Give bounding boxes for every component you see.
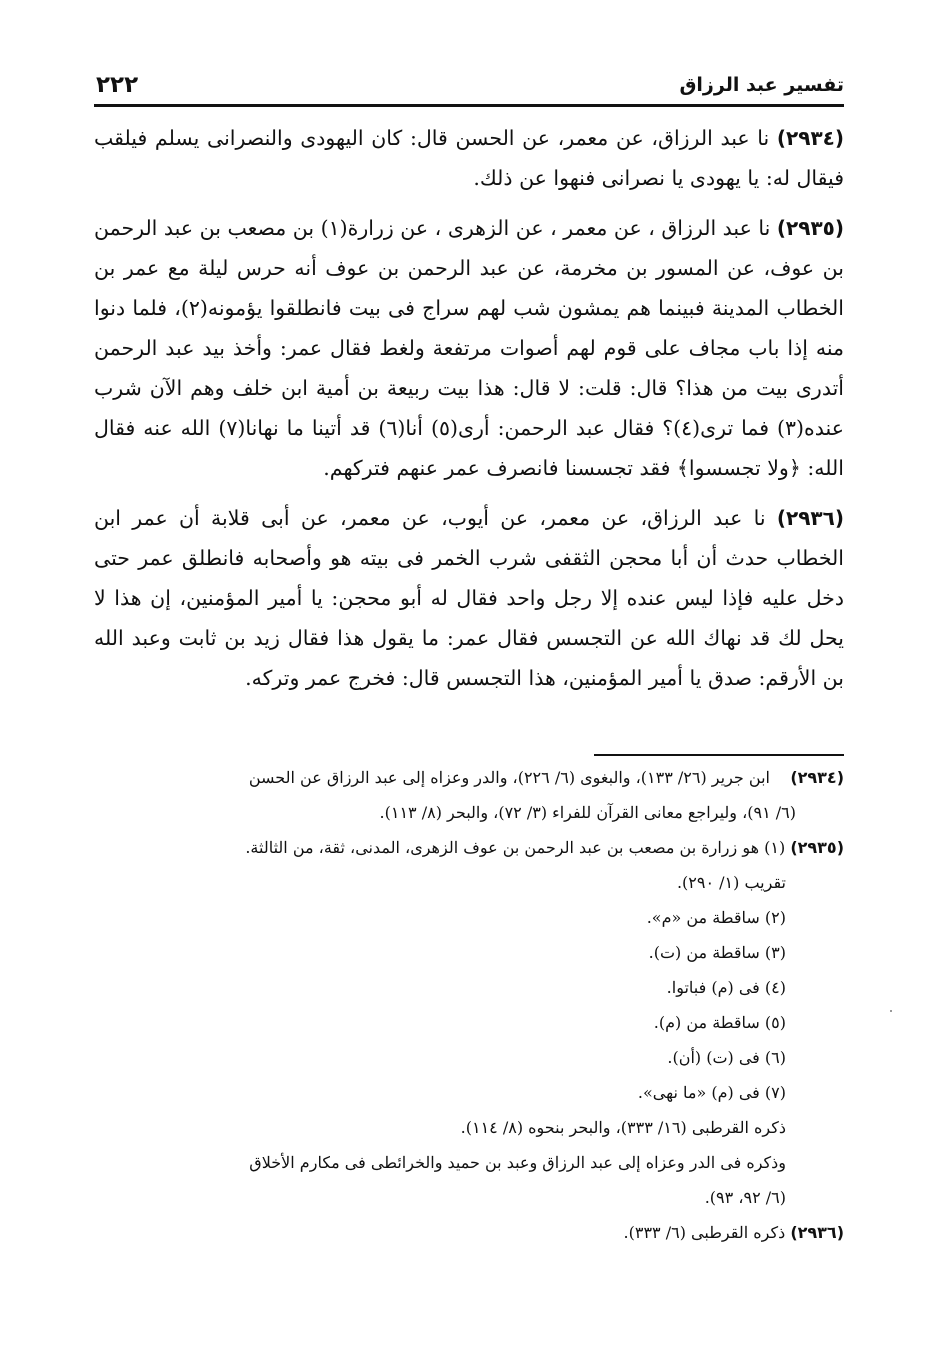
footnote-line: (٧) فى (م) «ما نهى». bbox=[637, 1083, 786, 1102]
footnote-line: (٥) ساقطة من (م). bbox=[653, 1013, 786, 1032]
hadith-number: (٢٩٣٥) bbox=[776, 216, 844, 240]
hadith-paragraph bbox=[94, 208, 844, 488]
footnote-number: (٢٩٣٥) bbox=[790, 838, 844, 857]
footnote-line: (٢٩٣٦) ذكره القرطبى (٦/ ٣٣٣). bbox=[623, 1223, 844, 1242]
footnote-separator bbox=[594, 754, 844, 756]
footnote-line: (٢٩٣٥) (١) هو زرارة بن مصعب بن عبد الرحمن بن عوف الزهرى، المدنى، ثقة، من الثالثة. bbox=[245, 838, 844, 857]
main-text bbox=[94, 118, 844, 708]
footnote-group bbox=[94, 760, 844, 830]
footnote-line: (٢٩٣٤) ابن جرير (٢٦/ ١٣٣)، والبغوى (٦/ ٢٢٦)، والدر وعزاه إلى عبد الرزاق عن الحسن bbox=[248, 768, 844, 787]
footnote-line: وذكره فى الدر وعزاه إلى عبد الرزاق وعبد بن حميد والخرائطى فى مكارم الأخلاق bbox=[249, 1153, 786, 1172]
footnote-line: (٦/ ٩٢، ٩٣). bbox=[704, 1188, 786, 1207]
page-number: ٢٢٢ bbox=[96, 72, 139, 98]
hadith-text: نا عبد الرزاق، عن معمر، عن أيوب، عن معمر، عن أبى قلابة أن عمر ابن الخطاب حدث أن أبا محجن الثقفى شرب الخمر فى بيته هو وأصحابه فانطلق عمر حتى دخل عليه فإذا ليس عنده إلا رجل واحد فقال له أبو محجن: يا أمير المؤمنين، إن هذا لا يحل لك قد نهاك الله عن التجسس فقال عمر: ما يقول هذا فقال زيد بن ثابت وعبد الله بن الأرقم: صدق يا أمير المؤمنين، هذا التجسس قال: فخرج عمر وتركه. bbox=[94, 506, 844, 690]
footnote-line: تقريب (١/ ٢٩٠). bbox=[676, 873, 786, 892]
footnote-line: (٢) ساقطة من «م». bbox=[646, 908, 786, 927]
hadith-paragraph bbox=[94, 498, 844, 698]
hadith-text: نا عبد الرزاق، عن معمر، عن الحسن قال: كان اليهودى والنصرانى يسلم فيلقب فيقال له: يا يهودى يا نصرانى فنهوا عن ذلك. bbox=[94, 126, 844, 190]
hadith-paragraph bbox=[94, 118, 844, 198]
footnote-line: ذكره القرطبى (١٦/ ٣٣٣)، والبحر بنحوه (٨/ ١١٤). bbox=[460, 1118, 786, 1137]
page-header bbox=[96, 62, 844, 102]
footnote-line: (٣) ساقطة من (ت). bbox=[648, 943, 786, 962]
running-title: تفسير عبد الرزاق bbox=[679, 74, 844, 96]
footnote-line: (٦) فى (ت) (أن). bbox=[667, 1048, 786, 1067]
footnote-group bbox=[94, 830, 844, 1215]
footnote-group bbox=[94, 1215, 844, 1250]
footnote-number: (٢٩٣٦) bbox=[790, 1223, 844, 1242]
footnote-number: (٢٩٣٤) bbox=[790, 768, 844, 787]
header-rule bbox=[94, 104, 844, 107]
footnotes bbox=[94, 760, 844, 1250]
hadith-number: (٢٩٣٤) bbox=[776, 126, 844, 150]
hadith-number: (٢٩٣٦) bbox=[776, 506, 844, 530]
hadith-text: نا عبد الرزاق ، عن معمر ، عن الزهرى ، عن زرارة(١) بن مصعب بن عبد الرحمن بن عوف، عن المسور بن مخرمة، عن عبد الرحمن بن عوف أنه حرس ليلة مع عمر بن الخطاب المدينة فبينما هم يمشون شب لهم سراج فى بيت فانطلقوا يؤمونه(٢)، فلما دنوا منه إذا باب مجاف على قوم لهم أصوات مرتفعة ولغط فقال عمر: وأخذ بيد عبد الرحمن أتدرى بيت من هذا؟ قال: قلت: لا قال: هذا بيت ربيعة بن أمية ابن خلف وهم الآن شرب عنده(٣) فما ترى(٤)؟ فقال عبد الرحمن: أرى(٥) أنا(٦) قد أتينا ما نهانا(٧) الله عنه فقال الله: ﴿ولا تجسسوا﴾ فقد تجسسنا فانصرف عمر عنهم فتركهم. bbox=[94, 216, 844, 480]
footnote-line: (٤) فى (م) فباتوا. bbox=[666, 978, 786, 997]
scan-speck bbox=[890, 1010, 892, 1012]
footnote-line: (٦/ ٩١)، وليراجع معانى القرآن للفراء (٣/ ٧٢)، والبحر (٨/ ١١٣). bbox=[379, 803, 796, 822]
